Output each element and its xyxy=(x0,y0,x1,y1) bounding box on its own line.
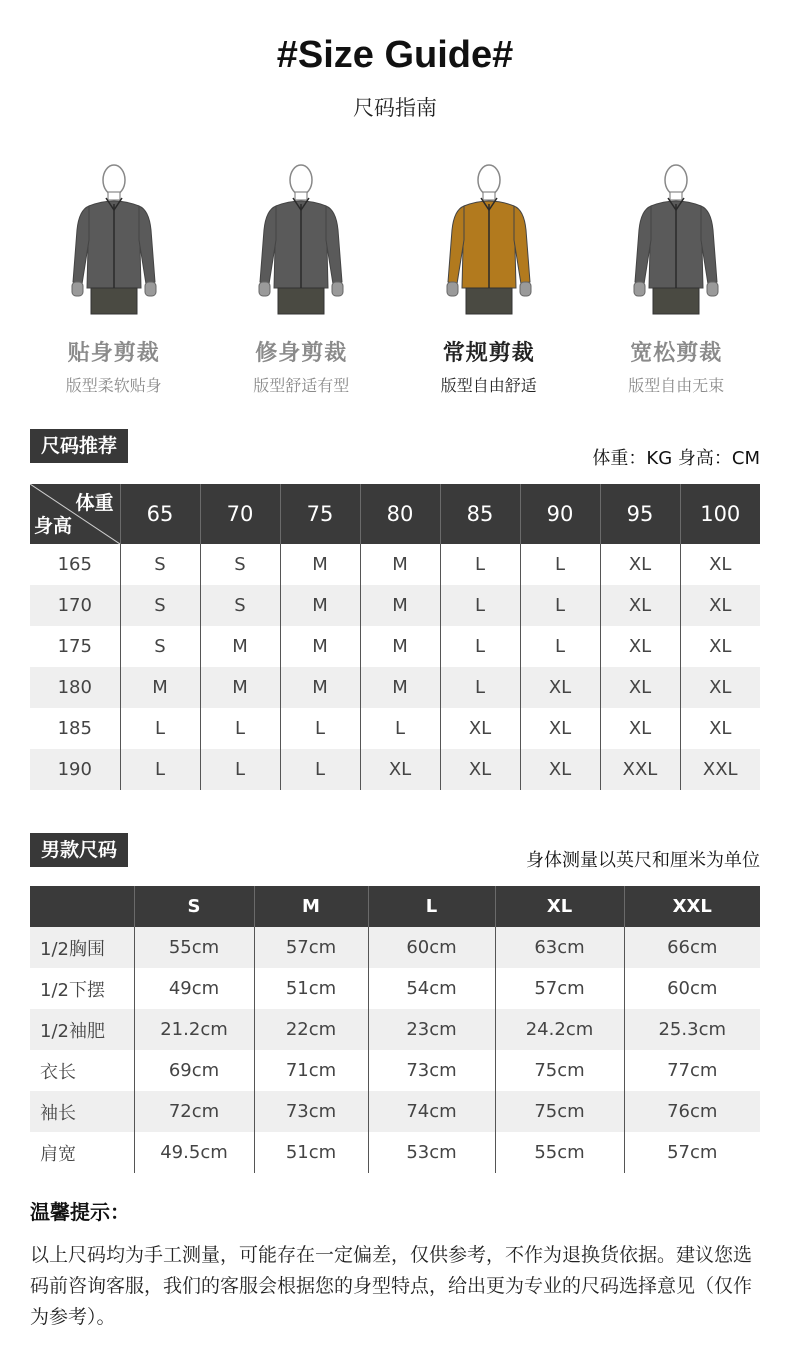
weight-header: 95 xyxy=(600,484,680,544)
table-row xyxy=(30,927,760,968)
measure-value-cell: 76cm xyxy=(624,1091,760,1132)
measure-value-cell: 73cm xyxy=(254,1091,368,1132)
fit-desc: 版型柔软贴身 xyxy=(65,376,162,395)
size-cell: L xyxy=(120,749,200,790)
table-row xyxy=(30,1132,760,1173)
size-cell: XL xyxy=(600,667,680,708)
measure-value-cell: 23cm xyxy=(368,1009,495,1050)
height-cell: 175 xyxy=(30,626,120,667)
size-cell: L xyxy=(120,708,200,749)
size-cell: L xyxy=(440,544,520,585)
size-cell: XL xyxy=(440,708,520,749)
measure-value-cell: 54cm xyxy=(368,968,495,1009)
fit-desc: 版型自由舒适 xyxy=(440,376,537,395)
measure-value-cell: 60cm xyxy=(667,978,718,999)
size-cell: L xyxy=(520,626,600,667)
fit-item-regular xyxy=(395,160,583,400)
size-cell: M xyxy=(200,626,280,667)
size-cell: XXL xyxy=(600,749,680,790)
page-title: #Size Guide# xyxy=(276,34,514,76)
column-header: L xyxy=(368,886,495,927)
measure-value-cell: 51cm xyxy=(254,1132,368,1173)
size-cell: M xyxy=(280,544,360,585)
measure-name-cell: 肩宽 xyxy=(30,1132,134,1173)
table-row xyxy=(30,626,760,667)
section-label-recommend: 尺码推荐 xyxy=(30,429,128,463)
measure-value-cell: 49cm xyxy=(134,968,254,1009)
size-cell: M xyxy=(360,544,440,585)
size-cell: XL xyxy=(600,585,680,626)
table-row xyxy=(30,585,760,626)
fit-item-slim xyxy=(20,160,208,400)
size-cell: M xyxy=(280,667,360,708)
fit-name: 宽松剪裁 xyxy=(630,341,723,366)
size-cell: M xyxy=(360,626,440,667)
fit-desc: 版型自由无束 xyxy=(628,376,725,395)
weight-header: 65 xyxy=(120,484,200,544)
size-cell: L xyxy=(200,749,280,790)
table-row xyxy=(30,667,760,708)
measure-value-cell: 24.2cm xyxy=(495,1009,624,1050)
size-cell: L xyxy=(440,585,520,626)
size-cell: XL xyxy=(600,708,680,749)
corner-cell xyxy=(30,484,120,544)
measure-value-cell: 55cm xyxy=(134,927,254,968)
measure-value-cell: 49.5cm xyxy=(134,1132,254,1173)
size-cell: XL xyxy=(680,585,760,626)
corner-height-label: 身高 xyxy=(34,515,73,537)
size-cell: M xyxy=(360,585,440,626)
weight-header: 75 xyxy=(280,484,360,544)
size-cell: XL xyxy=(440,749,520,790)
weight-header: 80 xyxy=(360,484,440,544)
measure-value-cell: 74cm xyxy=(368,1091,495,1132)
measure-value-cell: 75cm xyxy=(495,1091,624,1132)
size-cell: XL xyxy=(709,636,732,657)
size-cell: XL xyxy=(520,749,600,790)
jacket-figure-icon xyxy=(434,160,544,320)
size-cell: XXL xyxy=(680,749,760,790)
size-cell: L xyxy=(520,585,600,626)
size-cell: S xyxy=(200,585,280,626)
table-row xyxy=(30,968,760,1009)
table-header-row xyxy=(30,484,760,544)
size-cell: XL xyxy=(709,554,732,575)
column-header: XL xyxy=(495,886,624,927)
size-cell: XL xyxy=(709,718,732,739)
fit-name: 修身剪裁 xyxy=(255,341,348,366)
height-cell: 165 xyxy=(30,544,120,585)
size-cell: M xyxy=(280,585,360,626)
table-row xyxy=(30,708,760,749)
size-cell: M xyxy=(280,626,360,667)
measure-value-cell: 57cm xyxy=(254,927,368,968)
size-cell: M xyxy=(360,667,440,708)
column-header xyxy=(30,886,134,927)
weight-header: 100 xyxy=(680,484,760,544)
size-cell: L xyxy=(200,708,280,749)
weight-header: 70 xyxy=(200,484,280,544)
measure-value-cell: 21.2cm xyxy=(134,1009,254,1050)
measure-value-cell: 25.3cm xyxy=(624,1009,760,1050)
table-row xyxy=(30,1009,760,1050)
fit-name: 常规剪裁 xyxy=(442,341,535,366)
measure-name-cell: 1/2下摆 xyxy=(30,968,134,1009)
jacket-figure-icon xyxy=(246,160,356,320)
measure-value-cell: 69cm xyxy=(134,1050,254,1091)
size-cell: L xyxy=(280,749,360,790)
height-cell: 185 xyxy=(30,708,120,749)
size-cell: M xyxy=(200,667,280,708)
size-cell: XL xyxy=(680,667,760,708)
size-cell: XL xyxy=(520,667,600,708)
table-header-row xyxy=(30,886,760,927)
section-label-mens: 男款尺码 xyxy=(30,833,128,867)
measure-value-cell: 73cm xyxy=(368,1050,495,1091)
size-cell: S xyxy=(120,585,200,626)
column-header: M xyxy=(254,886,368,927)
height-cell: 170 xyxy=(30,585,120,626)
size-cell: XL xyxy=(600,544,680,585)
weight-header: 85 xyxy=(440,484,520,544)
size-cell: XL xyxy=(600,626,680,667)
size-cell: L xyxy=(360,708,440,749)
column-header: S xyxy=(134,886,254,927)
height-cell: 180 xyxy=(30,667,120,708)
size-cell: L xyxy=(520,544,600,585)
measure-value-cell: 22cm xyxy=(254,1009,368,1050)
measure-value-cell: 60cm xyxy=(368,927,495,968)
size-cell: S xyxy=(120,544,200,585)
measure-name-cell: 袖长 xyxy=(30,1091,134,1132)
measure-name-cell: 1/2胸围 xyxy=(30,927,134,968)
jacket-figure-icon xyxy=(59,160,169,320)
table-row xyxy=(30,1091,760,1132)
page-subtitle: 尺码指南 xyxy=(353,96,437,120)
measure-value-cell: 66cm xyxy=(624,927,760,968)
measure-value-cell: 71cm xyxy=(254,1050,368,1091)
measure-value-cell: 57cm xyxy=(667,1142,718,1163)
size-cell: M xyxy=(120,667,200,708)
size-cell: XL xyxy=(360,749,440,790)
mens-unit-note: 身体测量以英尺和厘米为单位 xyxy=(526,850,760,871)
measure-value-cell: 51cm xyxy=(254,968,368,1009)
measure-value-cell: 57cm xyxy=(495,968,624,1009)
measure-value-cell: 75cm xyxy=(495,1050,624,1091)
size-cell: S xyxy=(200,544,280,585)
tips-body: 以上尺码均为手工测量，可能存在一定偏差，仅供参考，不作为退换货依据。建议您选码前咨询客服，我们的客服会根据您的身型特点，给出更为专业的尺码选择意见（仅作为参考）。 xyxy=(30,1244,753,1328)
fit-item-tailored xyxy=(208,160,396,400)
measure-value-cell: 63cm xyxy=(495,927,624,968)
mens-size-table xyxy=(30,886,760,1173)
table-row xyxy=(30,1050,760,1091)
height-cell: 190 xyxy=(30,749,120,790)
size-cell: L xyxy=(440,667,520,708)
table-row xyxy=(30,749,760,790)
fit-name: 贴身剪裁 xyxy=(67,341,160,366)
fit-item-loose xyxy=(583,160,771,400)
size-recommend-table xyxy=(30,484,760,790)
size-cell: L xyxy=(440,626,520,667)
size-cell: L xyxy=(280,708,360,749)
corner-weight-label: 体重 xyxy=(75,492,114,514)
jacket-figure-icon xyxy=(621,160,731,320)
column-header: XXL xyxy=(624,886,760,927)
size-cell: S xyxy=(120,626,200,667)
tips-title: 温馨提示： xyxy=(30,1200,130,1224)
size-cell: XL xyxy=(520,708,600,749)
table-row xyxy=(30,544,760,585)
measure-name-cell: 衣长 xyxy=(30,1050,134,1091)
measure-value-cell: 72cm xyxy=(134,1091,254,1132)
measure-name-cell: 1/2袖肥 xyxy=(30,1009,134,1050)
recommend-unit-note: 体重：KG 身高：CM xyxy=(592,448,760,469)
measure-value-cell: 55cm xyxy=(495,1132,624,1173)
fit-desc: 版型舒适有型 xyxy=(253,376,350,395)
weight-header: 90 xyxy=(520,484,600,544)
measure-value-cell: 53cm xyxy=(368,1132,495,1173)
measure-value-cell: 77cm xyxy=(667,1060,718,1081)
fit-types xyxy=(20,160,770,400)
